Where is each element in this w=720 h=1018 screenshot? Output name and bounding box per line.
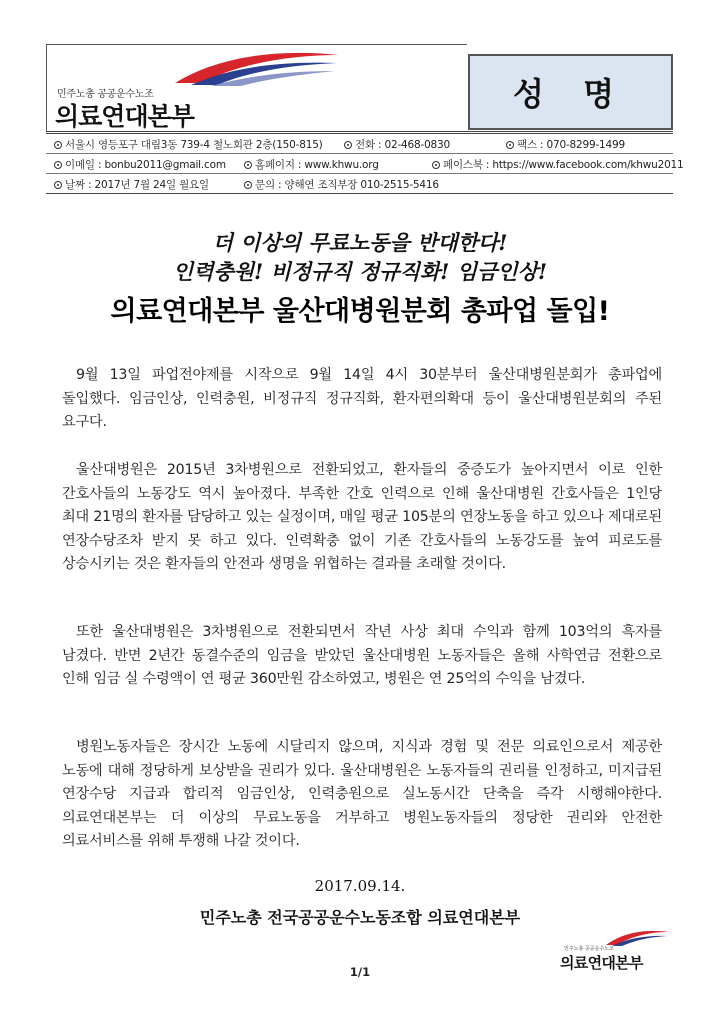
info-row-2 xyxy=(46,154,684,174)
subtitle-1: 더 이상의 무료노동을 반대한다! xyxy=(212,230,508,255)
homepage-item xyxy=(244,157,379,172)
info-row-3 xyxy=(46,174,673,193)
footer-logo-small-text: 민주노총 공공운수노조 xyxy=(564,946,614,952)
address-item xyxy=(54,137,323,152)
footer-logo-big-text: 의료연대본부 xyxy=(560,954,643,972)
contact-item xyxy=(244,177,439,192)
email-link[interactable]: 이메일 : bonbu2011@gmail.com xyxy=(65,159,226,171)
paragraph-3: 또한 울산대병원은 3차병원으로 전환되면서 작년 사상 최대 수익과 함께 103억의 흑자를 남겼다. 반면 2년간 동결수준의 임금을 받았던 울산대병원 노동자들은 올해 사학연금 전환으로 인해 임금 실 수령액이 연 평균 360만원 감소하였고, 병원은 연 25억의 수익을 남겼다. xyxy=(62,624,662,687)
swoosh-logo-small-icon xyxy=(604,929,670,947)
date-item xyxy=(54,177,209,192)
statement-date: 2017.09.14. xyxy=(314,877,406,895)
bullet-icon xyxy=(54,161,62,169)
header-logo-box xyxy=(46,44,467,131)
statement-title: 성 명 xyxy=(513,75,628,113)
bullet-icon xyxy=(506,141,514,149)
homepage-link[interactable]: 홈페이지 : www.khwu.org xyxy=(255,159,379,171)
bullet-icon xyxy=(344,141,352,149)
email-item xyxy=(54,157,226,172)
logo-small-text: 민주노총 공공운수노조 xyxy=(57,89,154,100)
info-row-1 xyxy=(46,134,673,154)
bullet-icon xyxy=(244,181,252,189)
page-number: 1/1 xyxy=(349,965,371,979)
statement-organization: 민주노총 전국공공운수노동조합 의료연대본부 xyxy=(199,908,521,927)
fax-item xyxy=(506,137,625,152)
paragraph-2: 울산대병원은 2015년 3차병원으로 전환되었고, 환자들의 중증도가 높아지면서 이로 인한 간호사들의 노동강도 역시 높아졌다. 부족한 간호 인력으로 인해 울산대병원 간호사들은 1인당 최대 21명의 환자를 담당하고 있는 실정이며, 매일 평균 105분의 연장노동을 하고 있으나 제대로된 연장수당조차 받지 못 하고 있다. 인력확충 없이 기존 간호사들의 노동강도를 높여 피로도를 상승시키는 것은 환자들의 안전과 생명을 위협하는 결과를 초래할 것이다. xyxy=(62,462,662,572)
bullet-icon xyxy=(244,161,252,169)
fax-text: 팩스 : 070-8299-1499 xyxy=(517,139,625,151)
statement-title-box xyxy=(468,54,673,130)
date-text: 날짜 : 2017년 7월 24일 월요일 xyxy=(65,179,209,191)
subtitle-2: 인력충원! 비정규직 정규직화! 임금인상! xyxy=(172,259,548,284)
contact-text: 문의 : 양해연 조직부장 010-2515-5416 xyxy=(255,179,439,191)
address-text: 서울시 영등포구 대림3동 739-4 철노회관 2층(150-815) xyxy=(65,139,323,151)
bullet-icon xyxy=(54,141,62,149)
facebook-link[interactable]: 페이스북 : https://www.facebook.com/khwu2011 xyxy=(443,159,684,171)
phone-text: 전화 : 02-468-0830 xyxy=(355,139,451,151)
phone-item xyxy=(344,137,450,152)
headline: 의료연대본부 울산대병원분회 총파업 돌입! xyxy=(110,296,610,327)
paragraph-1: 9월 13일 파업전야제를 시작으로 9월 14일 4시 30분부터 울산대병원분회가 총파업에 돌입했다. 임금인상, 인력충원, 비정규직 정규직화, 환자편의확대 등이 울산대병원분회의 주된 요구다. xyxy=(62,367,662,430)
paragraph-4: 병원노동자들은 장시간 노동에 시달리지 않으며, 지식과 경험 및 전문 의료인으로서 제공한 노동에 대해 정당하게 보상받을 권리가 있다. 울산대병원은 노동자들의 권리를 인정하고, 미지급된 연장수당 지급과 합리적 임금인상, 인력충원으로 실노동시간 단축을 즉각 시행해야한다. 의료연대본부는 더 이상의 무료노동을 거부하고 병원노동자들의 정당한 권리와 안전한 의료서비스를 위해 투쟁해 나갈 것이다. xyxy=(62,739,662,849)
logo-big-text: 의료연대본부 xyxy=(55,102,194,131)
contact-info-table xyxy=(46,131,684,194)
swoosh-logo-icon xyxy=(171,49,341,87)
bullet-icon xyxy=(432,161,440,169)
facebook-item xyxy=(432,157,684,172)
bullet-icon xyxy=(54,181,62,189)
